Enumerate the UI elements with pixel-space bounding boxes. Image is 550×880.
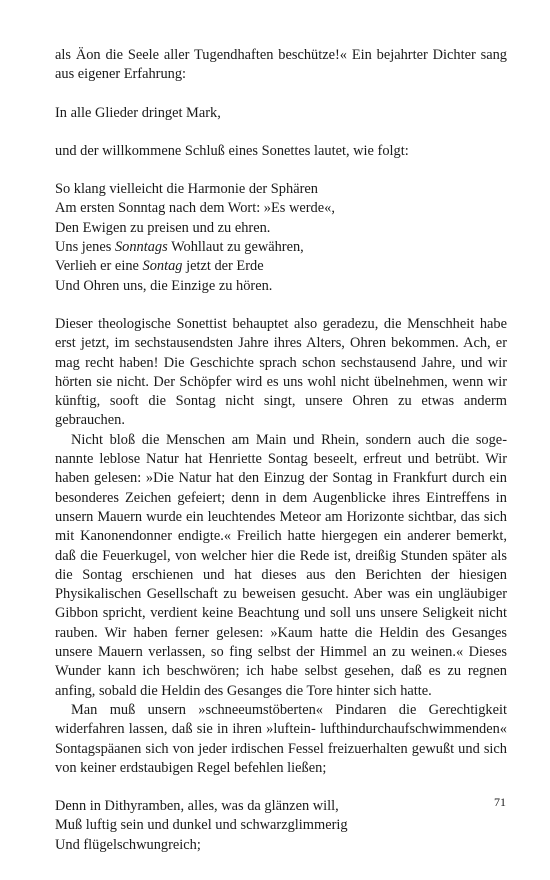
dithyramb-quote (55, 797, 507, 855)
verse-line: Am ersten Sonntag nach dem Wort: »Es werde«, (55, 200, 335, 217)
verse-line: Den Ewigen zu preisen und zu ehren. (55, 219, 271, 236)
verse-quote: In alle Glieder dringet Mark, (55, 104, 221, 121)
verse-line: So klang vielleicht die Harmonie der Sphären (55, 181, 318, 198)
verse-fragment: Wohllaut zu gewähren, (167, 239, 304, 256)
intro-paragraph: als Äon die Seele aller Tugendhaften beschütze!« Ein bejahrter Dichter sang aus eigener Erfahrung: (55, 47, 507, 83)
verse-line: Denn in Dithyramben, alles, was da glänzen will, (55, 798, 339, 815)
sonnet-lead-in: und der willkommene Schluß eines Sonettes lautet, wie folgt: (55, 142, 409, 159)
verse-line (55, 257, 507, 276)
verse-line: Muß luftig sein und dunkel und schwarzglimmerig (55, 817, 348, 834)
verse-fragment: Verlieh er eine (55, 258, 143, 275)
italic-word: Sontag (142, 258, 183, 275)
sonnet-quote (55, 180, 507, 296)
verse-fragment: jetzt der Erde (182, 258, 264, 275)
page-body (55, 46, 507, 855)
body-paragraph: Man muß unsern »schneeumstöberten« Pindaren die Gerechtigkeit widerfahren lassen, daß sie in ihren »luftein- lufthindurchaufschwimmenden« Sontagspäanen sich von jeder irdischen Fessel freizuerhalten gewußt und sich von keiner erdstaubigen Regel befehlen ließen; (55, 701, 507, 776)
verse-line (55, 238, 507, 257)
body-paragraph: Nicht bloß die Menschen am Main und Rhein, sondern auch die sogenannte leblose Natur hat Henriette Sontag beseelt, erfreut und betrübt. Wir haben gelesen: »Die Natur hat den Einzug der Sontag in Frankfurt durch ein besonderes Zeichen gefeiert; denn in dem Augenblicke ihres Eintreffens in unsern Mauern wurde ein leuchtendes Meteor am Horizonte sichtbar, das sich mit Kanonendonner endigte.« Freilich hatte hiergegen ein anderer bemerkt, daß die Feuerkugel, von welcher hier die Rede ist, dreißig Stunden später als die Sontag erschienen und hat dieses aus den Berichten der hiesigen Physikalischen Gesellschaft zu beweisen gesucht. Aber was ein ungläubiger Gibbon spricht, verdient keine Beachtung und soll uns unsere Seligkeit nicht rauben. Wir haben ferner gelesen: »Kaum hatte die Heldin des Gesanges unsere Mauern verlassen, so fing selbst der Himmel an zu weinen.« Dieses Wunder kann ich beschwören; ich habe selbst gesehen, daß es zu regnen anfing, sobald die Heldin des Gesanges die Tore hinter sich hatte. (55, 431, 507, 699)
verse-fragment: Uns jenes (55, 239, 115, 256)
body-paragraph: Dieser theologische Sonettist behauptet also geradezu, die Menschheit habe erst jetzt, im sechstausendsten Jahre ihres Alters, Ohren bekommen. Ach, er mag recht haben! Die Geschichte sprach schon sechstausend Jahre, und wir hörten sie nicht. Der Schöpfer wird es uns wohl nicht übelnehmen, wenn wir künftig, sooft die Sontag nicht singt, unsere Ohren zu etwas anderm gebrauchen. (55, 315, 507, 429)
verse-line: Und Ohren uns, die Einzige zu hören. (55, 277, 273, 294)
italic-word: Sonntags (114, 239, 168, 256)
page-number: 71 (494, 795, 506, 809)
verse-line: Und flügelschwungreich; (55, 836, 201, 853)
